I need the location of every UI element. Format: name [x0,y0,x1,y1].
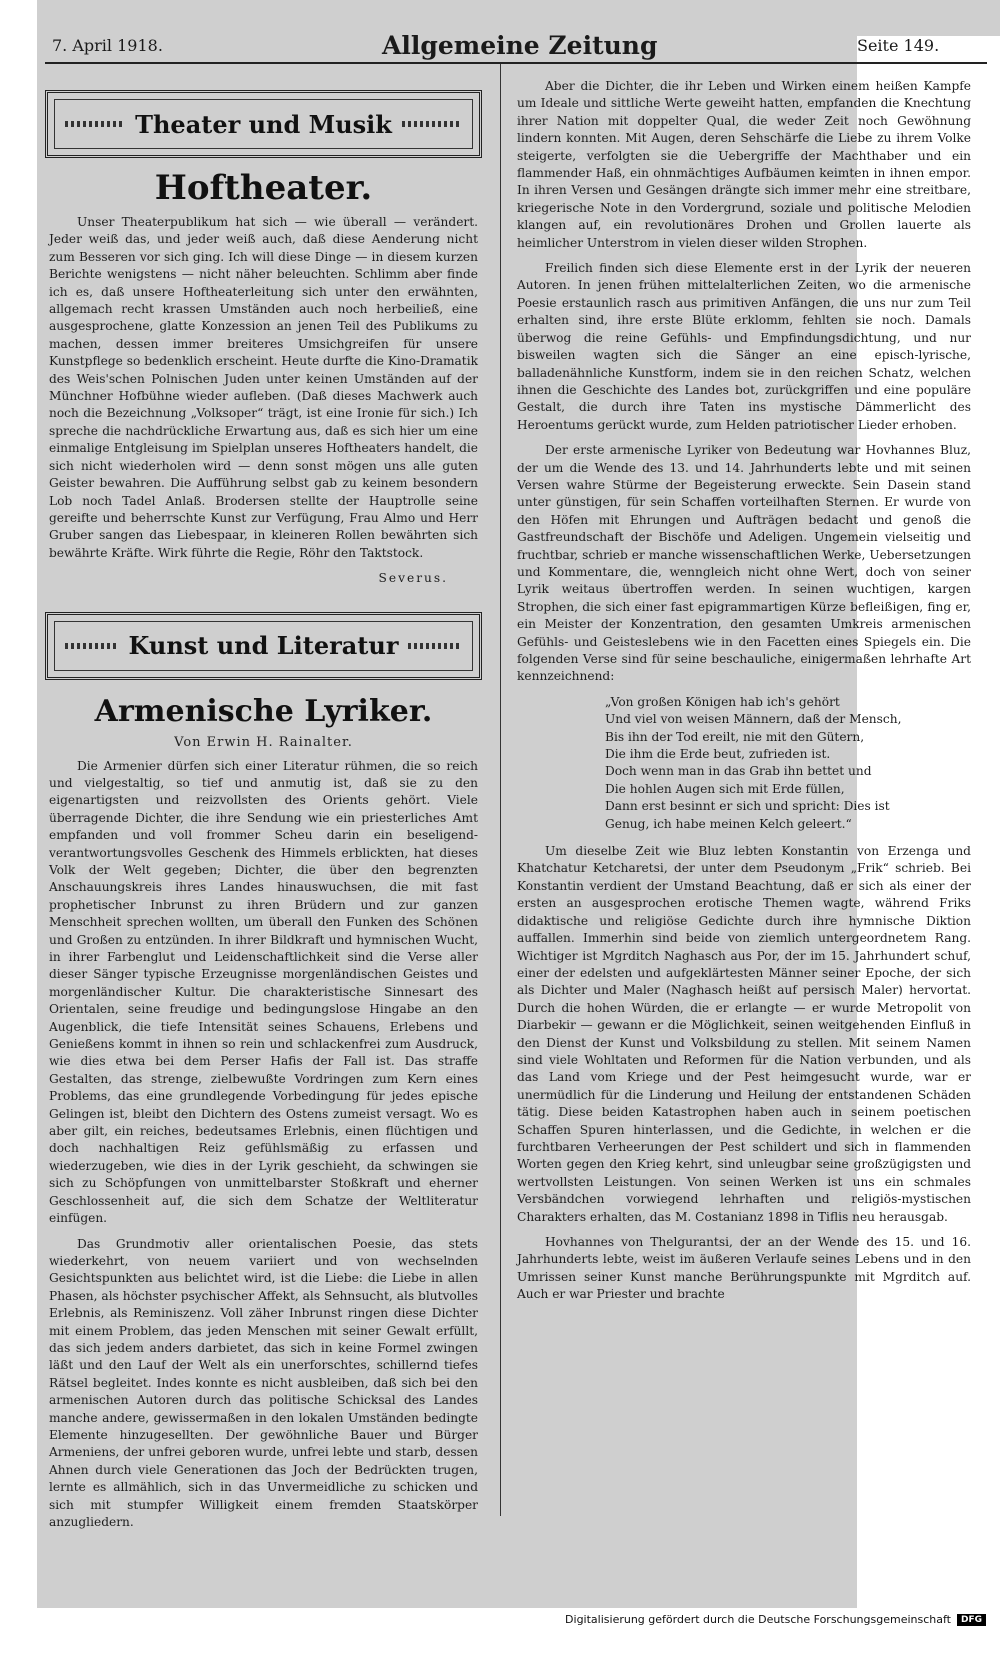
digitization-credit [565,1613,986,1626]
page-number: Seite 149. [857,36,1000,1668]
article-paragraph: Aber die Dichter, die ihr Leben und Wirken einem heißen Kampfe um Ideale und sittliche Werte geweiht hatten, empfanden die Knechtung ihrer Nation mit doppelter Qual, die weder Zeit noch Gewöhnung lindern konnten. Mit Augen, deren Sehschärfe die Liebe zu ihrem Volke steigerte, verfolgten sie die Uebergriffe der Machthaber und ein flammender Haß, ein ohnmächtiges Aufbäumen keimten in ihnen empor. In ihren Versen und Gesängen drängte sich immer mehr eine streitbare, kriegerische Note in den Vordergrund, soziale und politische Melodien klangen auf, ein revolutionäres Drohen und Grollen lauerte als heimlicher Unterstrom in vielen dieser wilden Strophen. [517,79,971,250]
poem-line: „Von großen Königen hab ich's gehört [605,694,840,709]
headline-armenische-lyriker: Armenische Lyriker. [94,693,433,729]
poem [605,694,983,833]
section-label: Theater und Musik [135,109,392,139]
poem-line: Dann erst besinnt er sich und spricht: Dies ist [605,799,890,814]
credit-text: Digitalisierung gefördert durch die Deutsche Forschungsgemeinschaft [565,1613,951,1626]
poem-line: Und viel von weisen Männern, daß der Mensch, [605,712,902,727]
article-paragraph: Um dieselbe Zeit wie Bluz lebten Konstantin von Erzenga und Khatchatur Ketcharetsi, der unter dem Pseudonym „Frik“ schrieb. Bei Konstantin verdient der Umstand Beachtung, daß er sich als einer der ersten an ausgesprochen erotische Themen wagte, während Friks didaktische und religiöse Gedichte durch ihre hymnische Diktion auffallen. Immerhin sind beide von ziemlich untergeordnetem Rang. Wichtiger ist Mgrditch Naghasch aus Por, der im 15. Jahrhundert schuf, einer der edelsten und aufgeklärtesten Männer seiner Epoche, der sich als Dichter und Maler (Naghasch heißt auf persisch Maler) hervortat. Durch die hohen Würden, die er erlangte — er wurde Metropolit von Diarbekir — gewann er die Möglichkeit, seinen weitgehenden Einfluß in den Dienst der Kunst und Volksbildung zu stellen. Mit seinem Namen sind viele Wohltaten und Reformen für die Nation verbunden, und als das Land vom Kriege und der Pest heimgesucht wurde, war er unermüdlich für die Linderung und Heilung der entstandenen Schäden tätig. Diese beiden Katastrophen haben auch in seinem poetischen Schaffen Spuren hinterlassen, und die Gedichte, in welchen er die furchtbaren Verheerungen der Pest schildert und sich in flammenden Worten gegen den Krieg kehrt, sind unleugbar seine großzügigsten und wertvollsten Leistungen. Von seinen Werken ist uns ein schmales Versbändchen vorwiegend lehrhaften und religiös-mystischen Charakters erhalten, das M. Costanianz 1898 in Tiflis neu herausgab. [517,844,971,1224]
article-paragraph: Freilich finden sich diese Elemente erst in der Lyrik der neueren Autoren. In jenen frühen mittelalterlichen Zeiten, wo die armenische Poesie erstaunlich rasch aus primitiven Anfängen, die uns nur zum Teil erhalten sind, ihre erste Blüte erklomm, fehlten sie noch. Damals überwog die reine Gefühls- und Empfindungsdichtung, und nur bisweilen wagten sich die Sänger an eine episch-lyrische, balladenähnliche Kunstform, indem sie in den reichen Schatz, welchen ihnen die Geschichte des Landes bot, zurückgriffen und eine populäre Gestalt, die durch ihre Taten ins mystische Dämmerlicht des Heroentums gerückt wurde, zum Helden patriotischer Lieder erhoben. [517,261,971,432]
article-paragraph: Die Armenier dürfen sich einer Literatur rühmen, die so reich und vielgestaltig, so tief und anmutig ist, daß sie zu den eigenartigsten und reizvollsten des Orients gehört. Viele überragende Dichter, die ihre Sendung wie ein priesterliches Amt empfanden und voll frommer Scheu darin ein beseligend-verantwortungsvolles Geschenk des Himmels erblickten, hat dieses Volk der Welt gegeben; Dichter, die über den begrenzten Anschauungskreis ihres Landes hinauswuchsen, die mit fast prophetischer Inbrunst zu ihren Brüdern und zur ganzen Menschheit sprechen wollten, um überall den Funken des Schönen und Großen zu entzünden. In ihrer Bildkraft und hymnischen Wucht, in ihrer Farbenglut und Leidenschaftlichkeit sind die Verse aller dieser Sänger typische Erzeugnisse morgenländischen Geistes und morgenländischer Kultur. Die charakteristische Sinnesart des Orientalen, seine freudige und bedingungslose Hingabe an den Augenblick, die tiefe Intensität seines Schauens, Erlebens und Genießens kommt in ihnen so rein und schlackenfrei zum Ausdruck, wie dies etwa bei dem Perser Hafis der Fall ist. Das straffe Gestalten, das strenge, zielbewußte Vordringen zum Kern eines Problems, das eine grundlegende Vorbedingung für jedes epische Gelingen ist, bleibt den Dichtern des Ostens zumeist versagt. Wo es aber gilt, ein reiches, bedeutsames Erlebnis, einen flüchtigen und doch nachhaltigen Reiz gefühlsmäßig zu erfassen und wiederzugeben, wie dies in der Lyrik geschieht, da schwingen sie sich zu Schöpfungen von unmittelbarster Stoßkraft und eherner Geschlossenheit auf, die sich dem Schatze der Weltliteratur einfügen. [49,758,478,1226]
column-divider [500,64,501,1516]
section-box-theater [45,90,482,158]
ornament-wave [65,643,119,649]
byline: Von Erwin H. Rainalter. [174,734,353,750]
header-rule [45,62,987,64]
right-column [505,78,983,1312]
section-box-literatur [45,612,482,680]
article-hoftheater [49,214,478,588]
article-paragraph: Der erste armenische Lyriker von Bedeutung war Hovhannes Bluz, der um die Wende des 13. und 14. Jahrhunderts lebte und mit seinen Versen wahre Stürme der Begeisterung erweckte. Sein Dasein stand unter günstigen, für sein Schaffen vorteilhaften Sternen. Er wurde von den Höfen mit Ehrungen und Aufträgen bedacht und genoß die Gastfreundschaft der Bischöfe und Adeligen. Ungemein vielseitig und fruchtbar, schrieb er manche wissenschaftlichen Werke, Uebersetzungen und Kommentare, die, wenngleich nicht ohne Wert, doch von seiner Lyrik weitaus übertroffen werden. In seinen wuchtigen, kargen Strophen, die sich einer fast epigrammartigen Kürze befleißigen, fing er, ein Meister der Konzentration, den gesamten Umkreis armenischen Gefühls- und Geisteslebens wie in den Facetten eines Spiegels ein. Die folgenden Verse sind für seine beschauliche, einigermaßen lehrhafte Art kennzeichnend: [517,443,971,684]
issue-date: 7. April 1918. [52,36,163,55]
ornament-wave [402,121,462,127]
poem-line: Doch wenn man in das Grab ihn bettet und [605,764,872,779]
newspaper-sheet [37,0,1000,1608]
poem-line: Die hohlen Augen sich mit Erde füllen, [605,781,845,796]
article-signature: Severus. [378,571,448,586]
ornament-wave [408,643,462,649]
section-label: Kunst und Literatur [128,631,399,661]
dfg-logo: DFG [957,1614,986,1626]
poem-line: Genug, ich habe meinen Kelch geleert.“ [605,816,852,831]
newspaper-title: Allgemeine Zeitung [382,31,658,60]
article-lyriker-left [49,758,478,1532]
article-lyriker-right-cont [517,843,971,1304]
article-paragraph: Unser Theaterpublikum hat sich — wie überall — verändert. Jeder weiß das, und jeder weiß auch, daß diese Aenderung nicht zum Besseren vor sich ging. Ich will diese Dinge — in diesem kurzen Berichte wenigstens — nicht näher beleuchten. Schlimm aber finde ich es, daß unsere Hoftheaterleitung sich unter den erwähnten, allgemach recht krassen Umständen auch noch herbeiließ, eine ausgesprochene, glatte Konzession an jenen Teil des Publikums zu machen, dessen immer breiteres Umsichgreifen für unsere Kunstpflege so bedenklich erscheint. Heute durfte die Kino-Dramatik des Weis'schen Polnischen Juden unter keinen Umständen auf der Münchner Hofbühne wieder aufleben. (Daß dieses Machwerk auch noch die Bezeichnung „Volksoper“ trägt, ist eine Ironie für sich.) Ich spreche die nachdrückliche Erwartung aus, daß es sich hier um eine einmalige Entgleisung im Spielplan unseres Hoftheaters handelt, die sich nicht wiederholen wird — denn sonst mögen uns alle guten Geister bewahren. Die Aufführung selbst gab zu keinem besondern Lob noch Tadel Anlaß. Brodersen stellte der Hauptrolle seine gereifte und beherrschte Kunst zur Verfügung, Frau Almo und Herr Gruber sangen das Liebespaar, in kleineren Rollen bewährten sich bewährte Kräfte. Wirk führte die Regie, Röhr den Taktstock. [49,215,478,560]
article-lyriker-right [517,78,971,686]
article-paragraph: Hovhannes von Thelgurantsi, der an der Wende des 15. und 16. Jahrhunderts lebte, weist im äußeren Verlaufe seines Lebens und in den Umrissen seiner Kunst manche Berührungspunkte mit Mgrditch auf. Auch er war Priester und brachte [517,1235,971,1302]
poem-line: Die ihm die Erde beut, zufrieden ist. [605,747,831,762]
headline-hoftheater: Hoftheater. [154,168,373,208]
left-column [37,70,490,1539]
article-paragraph: Das Grundmotiv aller orientalischen Poesie, das stets wiederkehrt, von neuem variiert und von wechselnden Gesichtspunkten aus belichtet wird, ist die Liebe: die Liebe in allen Phasen, als höchster psychischer Affekt, als Sehnsucht, als blutvolles Erlebnis, als Reminiszenz. Voll zäher Inbrunst ringen diese Dichter mit einem Problem, das jeden Menschen mit seiner Gewalt erfüllt, das sich jedem anders darbietet, das sich in keine Formel zwingen läßt und den Lauf der Welt als ein unerforschtes, schillernd tiefes Rätsel begleitet. Indes konnte es nicht ausbleiben, daß sich bei den armenischen Autoren durch das politische Schicksal des Landes manche andere, gewissermaßen in den lokalen Umständen bedingte Elemente hinzugesellten. Der gewöhnliche Bauer und Bürger Armeniens, der unfrei geboren wurde, unfrei lebte und starb, dessen Ahnen durch viele Generationen das Joch der Bedrückten trugen, lernte es allmählich, sich in das Unvermeidliche zu schicken und sich mit stumpfer Willigkeit einem fremden Staatskörper anzugliedern. [49,1236,478,1529]
ornament-wave [65,121,125,127]
poem-line: Bis ihn der Tod ereilt, nie mit den Gütern, [605,729,865,744]
